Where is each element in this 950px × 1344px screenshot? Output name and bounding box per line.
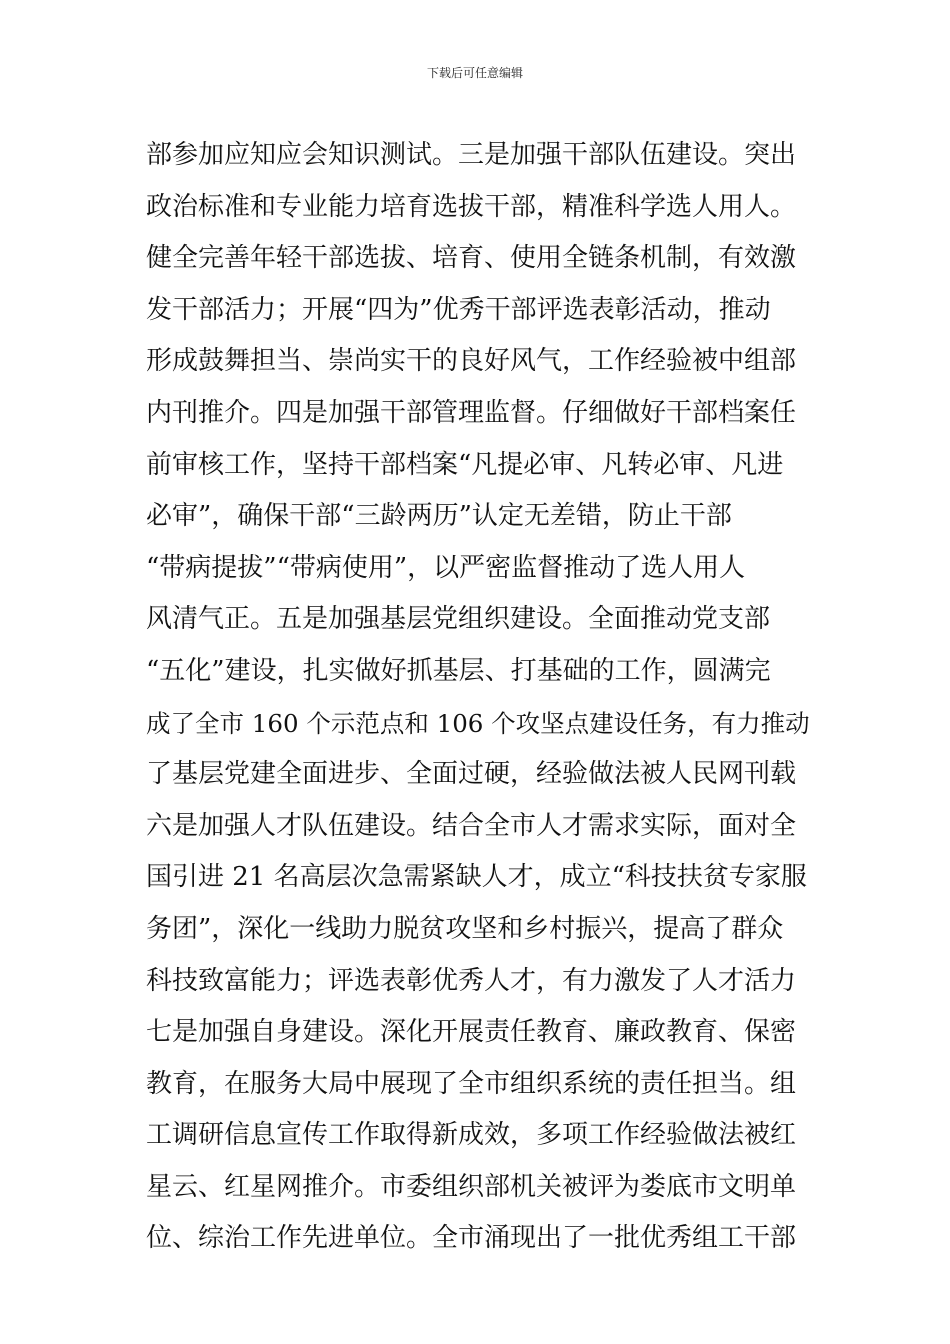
text-line: 风清气正。五是加强基层党组织建设。全面推动党支部: [146, 604, 771, 635]
text-line: 了基层党建全面进步、全面过硬，经验做法被人民网刊载: [146, 759, 797, 790]
text-line: 内刊推介。四是加强干部管理监督。仔细做好干部档案任: [146, 397, 797, 428]
text-line: 科技致富能力；评选表彰优秀人才，有力激发了人才活力: [146, 965, 797, 996]
text-line: 发干部活力；开展“四为”优秀干部评选表彰活动，推动: [146, 294, 771, 325]
text-line: “五化”建设，扎实做好抓基层、打基础的工作，圆满完: [146, 655, 771, 686]
text-line: 国引进 21 名高层次急需紧缺人才，成立“科技扶贫专家服: [146, 862, 807, 893]
text-line: 务团”，深化一线助力脱贫攻坚和乡村振兴，提高了群众: [146, 913, 784, 944]
text-line: 七是加强自身建设。深化开展责任教育、廉政教育、保密: [146, 1017, 797, 1048]
text-line: “带病提拔”“带病使用”，以严密监督推动了选人用人: [146, 552, 746, 583]
document-body: [146, 130, 816, 1265]
text-line: 工调研信息宣传工作取得新成效，多项工作经验做法被红: [146, 1120, 797, 1151]
text-line: 部参加应知应会知识测试。三是加强干部队伍建设。突出: [146, 140, 797, 170]
text-line: 必审”，确保干部“三龄两历”认定无差错，防止干部: [146, 501, 732, 532]
text-line: 星云、红星网推介。市委组织部机关被评为娄底市文明单: [146, 1171, 797, 1202]
text-line: 教育，在服务大局中展现了全市组织系统的责任担当。组: [146, 1068, 797, 1099]
text-line: 前审核工作，坚持干部档案“凡提必审、凡转必审、凡进: [146, 449, 784, 480]
page-header: 下载后可任意编辑: [426, 66, 523, 80]
text-line: 位、综治工作先进单位。全市涌现出了一批优秀组工干部: [146, 1223, 797, 1254]
text-line: 六是加强人才队伍建设。结合全市人才需求实际，面对全: [146, 810, 797, 841]
text-line: 政治标准和专业能力培育选拔干部，精准科学选人用人。: [146, 191, 797, 222]
text-line: 健全完善年轻干部选拔、培育、使用全链条机制，有效激: [146, 243, 797, 274]
text-line: 成了全市 160 个示范点和 106 个攻坚点建设任务，有力推动: [146, 708, 810, 738]
text-line: 形成鼓舞担当、崇尚实干的良好风气，工作经验被中组部: [146, 346, 797, 377]
